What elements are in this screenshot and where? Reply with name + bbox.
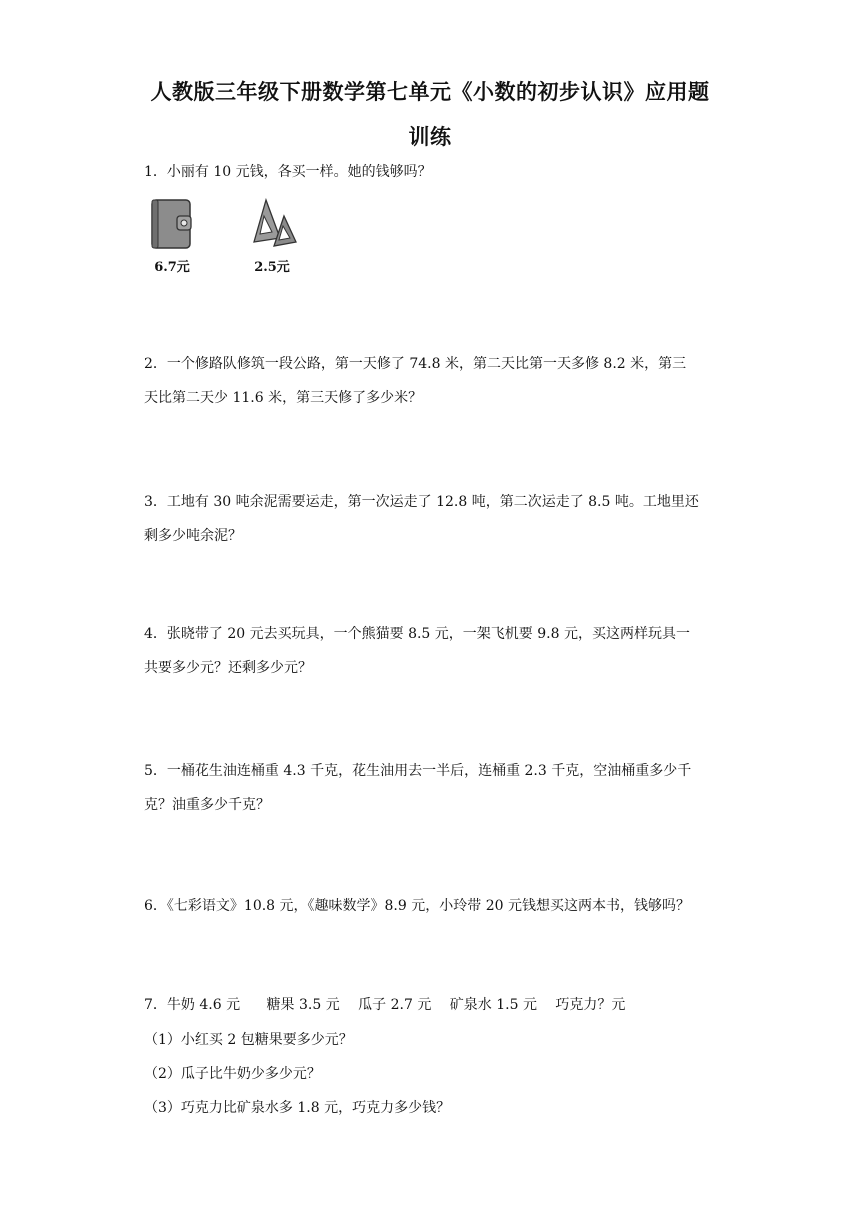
question-2-line2: 天比第二天少 11.6 米，第三天修了多少米？	[144, 390, 423, 406]
question-7-sub-3: （3）巧克力比矿泉水多 1.8 元，巧克力多少钱？	[144, 1100, 451, 1116]
question-3-line2: 剩多少吨余泥？	[144, 528, 242, 544]
ruler-price: 2.5元	[254, 260, 290, 275]
question-6	[144, 889, 734, 923]
question-2	[144, 347, 734, 415]
question-6-text: 6．《七彩语文》10.8 元，《趣味数学》8.9 元，小玲带 20 元钱想买这两本书，钱够吗？	[144, 898, 690, 914]
wallet-icon	[149, 198, 195, 250]
question-5-line2: 克？油重多少千克？	[144, 797, 270, 813]
question-7-sub-2: （2）瓜子比牛奶少多少元？	[144, 1066, 321, 1082]
question-3	[144, 485, 734, 553]
question-4	[144, 617, 734, 685]
question-2-line1: 2．一个修路队修筑一段公路，第一天修了 74.8 米，第二天比第一天多修 8.2 米，第三	[144, 356, 687, 372]
q7-item-water: 矿泉水 1.5 元	[449, 997, 537, 1013]
q7-item-chocolate: 巧克力？元	[555, 997, 626, 1013]
question-7-items	[144, 988, 734, 1022]
question-4-line2: 共要多少元？还剩多少元？	[144, 660, 312, 676]
question-5	[144, 754, 734, 822]
question-4-line1: 4．张晓带了 20 元去买玩具，一个熊猫要 8.5 元，一架飞机要 9.8 元，买这两样玩具一	[144, 626, 690, 642]
wallet-price: 6.7元	[154, 260, 190, 275]
question-3-line1: 3．工地有 30 吨余泥需要运走，第一次运走了 12.8 吨，第二次运走了 8.5 吨。工地里还	[144, 494, 699, 510]
triangle-ruler-icon	[246, 198, 298, 250]
q7-item-milk: 7．牛奶 4.6 元	[144, 997, 241, 1013]
question-7-sub-1: （1）小红买 2 包糖果要多少元？	[144, 1032, 353, 1048]
question-1-text: 1．小丽有 10 元钱，各买一样。她的钱够吗？	[144, 164, 432, 180]
page-title-line2: 训练	[408, 125, 452, 149]
question-5-line1: 5．一桶花生油连桶重 4.3 千克，花生油用去一半后，连桶重 2.3 千克，空油桶重多少千	[144, 763, 692, 779]
ruler-item	[244, 198, 300, 275]
wallet-item	[146, 198, 198, 275]
q7-item-seeds: 瓜子 2.7 元	[358, 997, 432, 1013]
page-title-line1: 人教版三年级下册数学第七单元《小数的初步认识》应用题	[150, 80, 710, 104]
question-1	[144, 155, 734, 189]
q7-item-candy: 糖果 3.5 元	[266, 997, 340, 1013]
